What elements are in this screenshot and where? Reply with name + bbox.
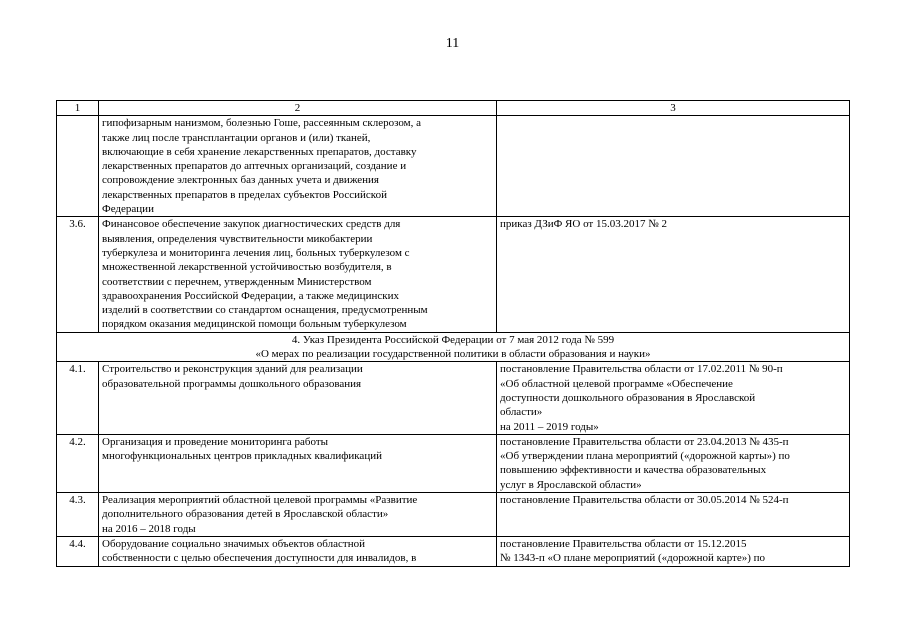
row-number: 3.6. [57,217,99,332]
column-header-3: 3 [497,101,850,116]
text-line: Строительство и реконструкция зданий для реализации [102,363,363,376]
text-line: выявления, определения чувствительности микобактерии [102,232,373,245]
text-line: здравоохранения Российской Федерации, а также медицинских [102,289,399,302]
text-line: гипофизарным нанизмом, болезнью Гоше, рассеянным склерозом, а [102,117,421,130]
table-row [57,362,850,434]
document-line: постановление Правительства области от 15.12.2015 [500,537,747,550]
text-line: также лиц после трансплантации органов и (или) тканей, [102,131,371,144]
text-line: на 2016 – 2018 годы [102,522,196,535]
row-number: 4.3. [57,493,99,537]
row-number [57,116,99,217]
text-line: образовательной программы дошкольного образования [102,377,362,390]
table-row [57,217,850,332]
section-heading [57,332,850,362]
page-number: 11 [445,36,460,51]
text-line: собственности с целью обеспечения доступности для инвалидов, в [102,552,417,565]
legal-document-cell [497,493,850,537]
text-line: сопровождение электронных баз данных учета и движения [102,174,379,187]
text-line: Реализация мероприятий областной целевой программы «Развитие [102,494,418,507]
table-header-row [57,101,850,116]
text-line: туберкулеза и мониторинга лечения лиц, больных туберкулезом с [102,246,410,259]
text-line: Федерации [102,203,154,216]
measure-text [99,362,497,434]
document-line: «Об областной целевой программе «Обеспечение [500,377,733,390]
document-line: области» [500,406,543,419]
text-line: Оборудование социально значимых объектов областной [102,537,365,550]
document-line: повышению эффективности и качества образовательных [500,464,767,477]
table-row [57,116,850,217]
legal-document-cell [497,536,850,566]
text-line: соответствии с перечнем, утвержденным Министерством [102,275,372,288]
document-line: «Об утверждении плана мероприятий («дорожной карты») по [500,450,790,463]
text-line: изделий в соответствии со стандартом оснащения, предусмотренным [102,304,428,317]
document-line: постановление Правительства области от 30.05.2014 № 524-п [500,494,789,507]
document-line: постановление Правительства области от 17.02.2011 № 90-п [500,363,783,376]
text-line: порядком оказания медицинской помощи больным туберкулезом [102,318,407,331]
section-subtitle: «О мерах по реализации государственной политики в области образования и науки» [255,348,651,361]
document-line: на 2011 – 2019 годы» [500,420,599,433]
document-line: приказ ДЗиФ ЯО от 15.03.2017 № 2 [500,218,667,231]
table-row [57,434,850,492]
column-header-2: 2 [99,101,497,116]
section-row [57,332,850,362]
document-line: доступности дошкольного образования в Ярославской [500,391,756,404]
row-number: 4.1. [57,362,99,434]
measures-table [56,100,850,567]
measure-text [99,434,497,492]
row-number: 4.2. [57,434,99,492]
measure-text [99,493,497,537]
legal-document-cell [497,434,850,492]
legal-document-cell [497,362,850,434]
table-row [57,536,850,566]
text-line: лекарственных препаратов в пределах субъектов Российской [102,188,387,201]
text-line: Финансовое обеспечение закупок диагностических средств для [102,218,401,231]
text-line: Организация и проведение мониторинга работы [102,435,329,448]
measure-text [99,116,497,217]
document-line: постановление Правительства области от 23.04.2013 № 435-п [500,435,789,448]
text-line: дополнительного образования детей в Ярославской области» [102,508,389,521]
legal-document-cell [497,217,850,332]
document-line: услуг в Ярославской области» [500,478,642,491]
measure-text [99,217,497,332]
table-row [57,493,850,537]
text-line: включающие в себя хранение лекарственных препаратов, доставку [102,145,417,158]
row-number: 4.4. [57,536,99,566]
text-line: лекарственных препаратов до аптечных организаций, создание и [102,160,407,173]
text-line: множественной лекарственной устойчивостью возбудителя, в [102,261,392,274]
document-line: № 1343-п «О плане мероприятий («дорожной карте») по [500,552,766,565]
section-title: 4. Указ Президента Российской Федерации от 7 мая 2012 года № 599 [291,333,615,346]
measure-text [99,536,497,566]
text-line: многофункциональных центров прикладных квалификаций [102,450,382,463]
column-header-1: 1 [57,101,99,116]
legal-document-cell [497,116,850,217]
